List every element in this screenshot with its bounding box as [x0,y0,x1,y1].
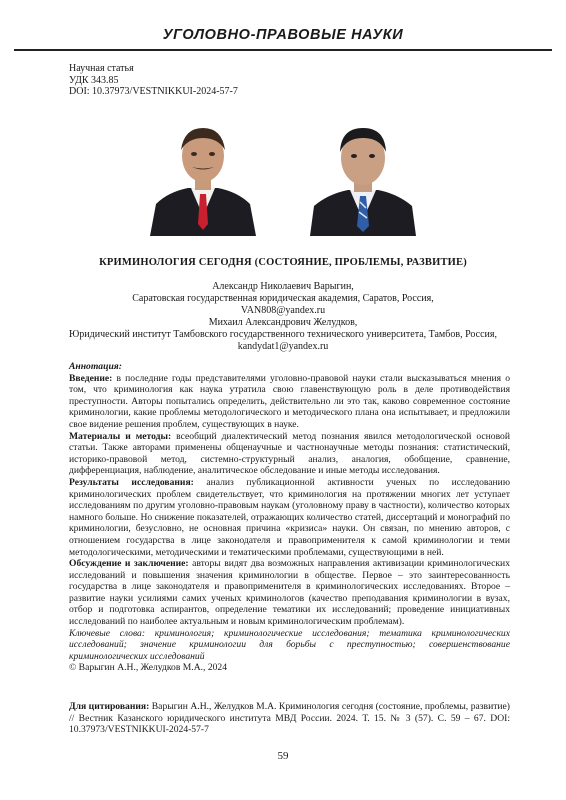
results-label: Результаты исследования: [69,476,194,488]
copyright: © Варыгин А.Н., Желудков М.А., 2024 [69,662,228,674]
methods-text: всеобщий диалектический метод познания явился методологической основой статьи. Также авторами применены общенаучные и частнонаучные методы познания: статистический, историко-правовой метод, системно-структурный анализ, аналогия, обобщение, сравнение, дифференциация, наблюдение, аналитическое обследование и иные методы исследования. [69,430,510,477]
author-2-affiliation: Юридический институт Тамбовского государственного технического университета, Тамбов, Россия, [69,329,497,340]
udk: УДК 343.85 [69,74,119,86]
author-block [0,281,566,353]
discussion-label: Обсуждение и заключение: [69,558,189,570]
doi: DOI: 10.37973/VESTNIKKUI-2024-57-7 [69,86,238,97]
discussion-text: авторы видят два возможных направления активизации криминологических исследований и повышения значения криминологии в обществе. Первое – это заинтересованность государства в лице законодателя и правоприменителя в криминологических исследованиях. Второе – развитие науки усилиями самих ученых криминологов (качество преподавания криминологии в вузах, отбор и подготовка аспирантов, определение тематики их исследований; проведение инициативных исследований по наиболее актуальным и новым криминологическим проблемам). [69,558,510,628]
page-number: 59 [277,750,289,762]
author-1-email[interactable]: VAN808@yandex.ru [240,305,326,316]
section-title: УГОЛОВНО-ПРАВОВЫЕ НАУКИ [162,27,404,43]
header-rule [14,49,552,51]
author-photo-varygin [148,116,258,236]
citation-text: Варыгин А.Н., Желудков М.А. Криминология сегодня (состояние, проблемы, развитие) // Вестник Казанского юридического института МВД России. 2024. Т. 15. № 3 (57). С. 59 – 67. DOI: 10.37973/VESTNIKKUI-2024-57-7 [69,701,510,736]
article-meta [69,63,238,98]
intro-label: Введение: [69,372,113,384]
author-2-name: Михаил Александрович Желудков, [208,317,358,328]
citation-label: Для цитирования: [69,701,150,712]
abstract-methods [69,431,510,477]
article-type: Научная статья [69,63,134,74]
author-1-name: Александр Николаевич Варыгин, [212,281,354,292]
abstract-heading: Аннотация: [69,361,122,372]
abstract [69,361,510,674]
author-2-email[interactable]: kandydat1@yandex.ru [237,341,329,352]
intro-text: в последние годы представителями уголовно-правовой науки стали высказываться мнения о том, что криминология как наука утратила свою главенствующую роль в деле противодействия преступности. Авторы попытались определить, действительно ли это так, каково современное состояние криминологии, какие проблемы методологического и методического плана она испытывает, и предложили свое видение решения проблем, существующих в науке. [69,372,510,430]
abstract-discussion [69,558,510,628]
keywords: Ключевые слова: криминология; криминологические исследования; тематика криминологических исследований; значение криминологии для борьбы с преступностью; совершенствование криминологических исследований [69,627,510,662]
methods-label: Материалы и методы: [69,430,172,442]
results-text: анализ публикационной активности ученых по исследованию криминологических проблем свидетельствует, что криминология на протяжении многих лет уступает исследованиям по другим уголовно-правовым наукам (уголовному праву в частности), количество которых намного больше. Но снижение показателей, отражающих количество статей, диссертаций и монографий по криминологии, безусловно, не основная причина «кризиса» науки. Он связан, по мнению авторов, с отношением государства в лице законодателя и правоприменителя к самой криминологии и теми методологическими, методическими и тематическими проблемами, существующими в ней. [69,476,510,558]
citation [69,701,510,736]
article-title: КРИМИНОЛОГИЯ СЕГОДНЯ (СОСТОЯНИЕ, ПРОБЛЕМЫ, РАЗВИТИЕ) [99,257,467,268]
abstract-results [69,477,510,558]
author-1-affiliation: Саратовская государственная юридическая академия, Саратов, Россия, [132,293,434,304]
abstract-intro [69,373,510,431]
journal-section-header [14,27,552,43]
author-photo-zheludkov [308,116,418,236]
